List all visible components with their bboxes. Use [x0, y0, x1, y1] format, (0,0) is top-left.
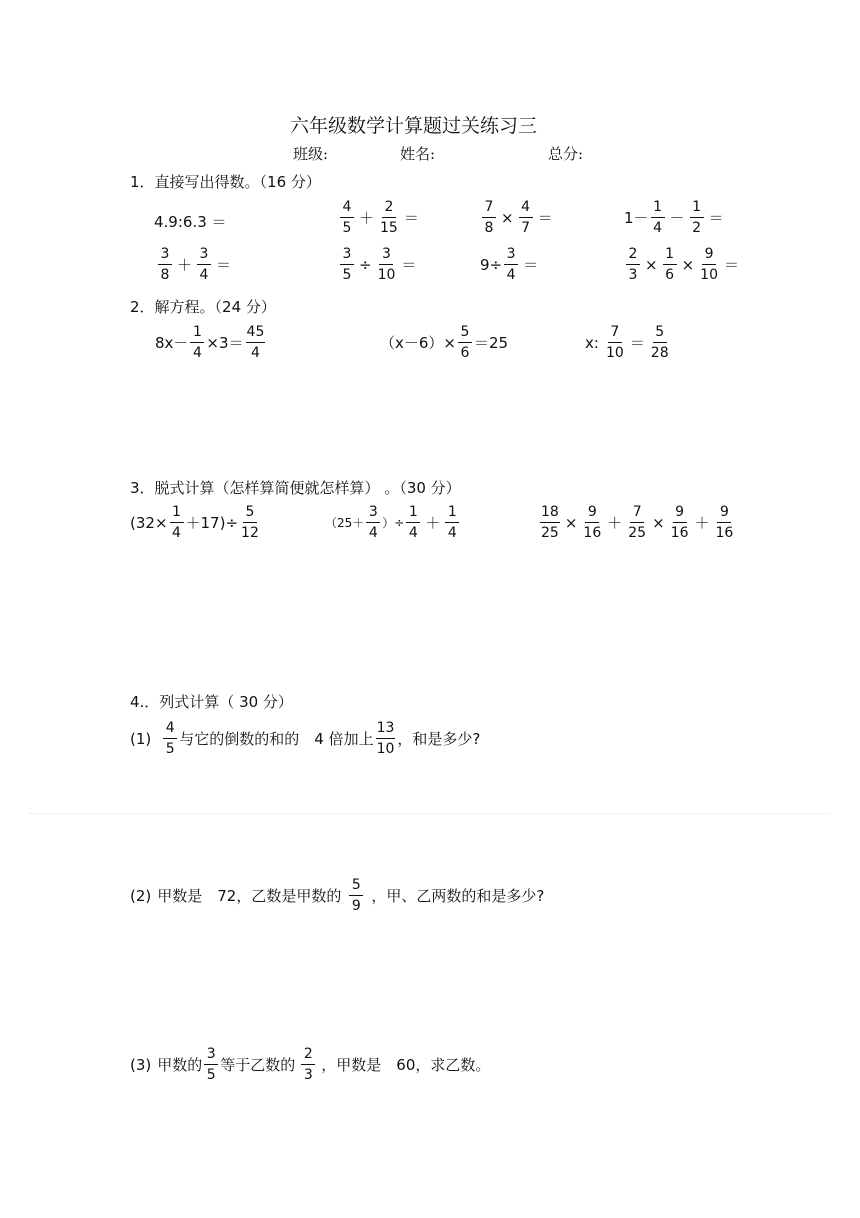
page-title: 六年级数学计算题过关练习三 [290, 115, 538, 137]
fraction: $\frac{2}{3}$ [301, 1047, 315, 1082]
calc-problem-2 [325, 505, 461, 540]
expression-lead: 8x－ [155, 334, 189, 352]
equals-sign: ＝ [523, 256, 539, 274]
fraction: $\frac{2}{3}$ [626, 247, 640, 282]
equation-2 [380, 325, 508, 360]
expression-mid: ＋17)÷ [185, 514, 239, 532]
fraction: $\frac{4}{7}$ [519, 200, 533, 235]
fraction: $\frac{2}{15}$ [380, 199, 398, 236]
calc-problem-1 [130, 505, 262, 540]
fraction: $\frac{1}{2}$ [690, 200, 704, 235]
fraction: $\frac{9}{16}$ [583, 504, 602, 541]
page-divider [30, 813, 830, 814]
fraction: $\frac{3}{8}$ [158, 247, 172, 282]
fraction: $\frac{5}{28}$ [650, 324, 669, 361]
fraction: $\frac{9}{10}$ [700, 246, 718, 283]
operator: ＋ [607, 514, 623, 532]
fraction: $\frac{1}{4}$ [170, 505, 184, 540]
equals-sign: ＝ [401, 256, 417, 274]
fraction: $\frac{3}{4}$ [504, 247, 518, 282]
operator: ＋ [694, 514, 710, 532]
fraction: $\frac{1}{4}$ [190, 325, 204, 360]
operator: ＋ [177, 256, 193, 274]
fraction: $\frac{3}{4}$ [197, 247, 211, 282]
section-1-heading: 1．直接写出得数。（16 分） [130, 173, 321, 191]
s1-item-b [338, 200, 422, 235]
operator: × [564, 513, 578, 532]
fraction: $\frac{3}{4}$ [366, 505, 380, 540]
section-4-heading: 4.．列式计算（ 30 分） [130, 693, 293, 711]
expression-lead: 9÷ [480, 255, 503, 274]
expression-lead: (32× [130, 513, 168, 532]
expression-mid: ）÷ [382, 516, 405, 530]
problem-text: 甲数的 [157, 1056, 203, 1074]
operator: × [681, 255, 695, 274]
problem-text: 等于乙数的 [220, 1056, 296, 1074]
word-problem-1 [130, 721, 480, 756]
expression-text: 4.9:6.3 ＝ [154, 212, 227, 231]
s1-item-c [480, 200, 556, 235]
equals-sign: ＝ [403, 209, 419, 227]
equals-sign: ＝ [723, 256, 739, 274]
calc-problem-3 [538, 505, 736, 540]
name-label: 姓名: [400, 145, 436, 163]
s1-item-f [338, 247, 419, 282]
problem-text: 与它的倒数的和的 4 倍加上 [179, 730, 374, 748]
equals-sign: ＝ [708, 209, 724, 227]
fraction: $\frac{1}{4}$ [445, 505, 459, 540]
fraction: $\frac{7}{10}$ [605, 324, 624, 361]
fraction: $\frac{4}{5}$ [340, 200, 354, 235]
operator: ÷ [359, 255, 372, 274]
expression-lead: （x－6）× [380, 334, 456, 352]
fraction: $\frac{5}{9}$ [349, 878, 363, 913]
section-3-heading: 3．脱式计算（怎样算简便就怎样算） 。（30 分） [130, 479, 461, 497]
operator: × [645, 255, 658, 274]
fraction: $\frac{4}{5}$ [163, 721, 177, 756]
problem-text: ，和是多少? [397, 730, 481, 748]
problem-number: (2) [130, 886, 152, 905]
equals-sign: ＝ [216, 256, 232, 274]
fraction: $\frac{7}{25}$ [628, 504, 647, 541]
fraction: $\frac{13}{10}$ [376, 720, 395, 757]
operator: ＋ [425, 514, 441, 532]
fraction: $\frac{3}{10}$ [377, 246, 396, 283]
s1-item-d [624, 200, 727, 235]
equation-3 [585, 325, 672, 360]
s1-item-h [624, 247, 742, 282]
expression-lead: （25＋ [325, 516, 365, 530]
problem-number: (1) [130, 729, 152, 748]
score-label: 总分: [548, 145, 584, 163]
fraction: $\frac{45}{4}$ [246, 324, 265, 361]
word-problem-3 [130, 1047, 490, 1082]
equals-sign: ＝ [629, 334, 645, 352]
problem-text: 甲数是 72，乙数是甲数的 [157, 887, 342, 905]
fraction: $\frac{1}{6}$ [663, 247, 677, 282]
equation-1 [155, 325, 267, 360]
fraction: $\frac{1}{4}$ [406, 505, 420, 540]
fraction: $\frac{9}{16}$ [715, 504, 734, 541]
problem-number: (3) [130, 1055, 152, 1074]
equals-sign: ＝ [537, 209, 553, 227]
fraction: $\frac{5}{12}$ [241, 504, 259, 541]
fraction: $\frac{1}{4}$ [651, 200, 665, 235]
operator: × [501, 208, 514, 227]
class-label: 班级: [293, 145, 329, 163]
operator: － [669, 209, 685, 227]
fraction: $\frac{3}{5}$ [340, 247, 354, 282]
section-2-heading: 2．解方程。（24 分） [130, 298, 276, 316]
operator: × [652, 513, 665, 532]
s1-item-e [156, 247, 234, 282]
expression-lead: x: [585, 333, 599, 352]
s1-item-g [480, 247, 541, 282]
fraction: $\frac{9}{16}$ [670, 504, 689, 541]
fraction: $\frac{18}{25}$ [541, 504, 559, 541]
expression-tail: ＝25 [474, 334, 509, 352]
fraction: $\frac{7}{8}$ [482, 200, 496, 235]
problem-text: ，甲数是 60，求乙数。 [321, 1056, 491, 1074]
expression-mid: ×3＝ [206, 334, 244, 352]
fraction: $\frac{3}{5}$ [204, 1047, 218, 1082]
fraction: $\frac{5}{6}$ [458, 325, 472, 360]
problem-text: ，甲、乙两数的和是多少? [371, 887, 545, 905]
operator: ＋ [359, 209, 375, 227]
s1-item-a [154, 203, 227, 239]
word-problem-2 [130, 878, 544, 913]
expression-lead: 1－ [624, 209, 649, 227]
